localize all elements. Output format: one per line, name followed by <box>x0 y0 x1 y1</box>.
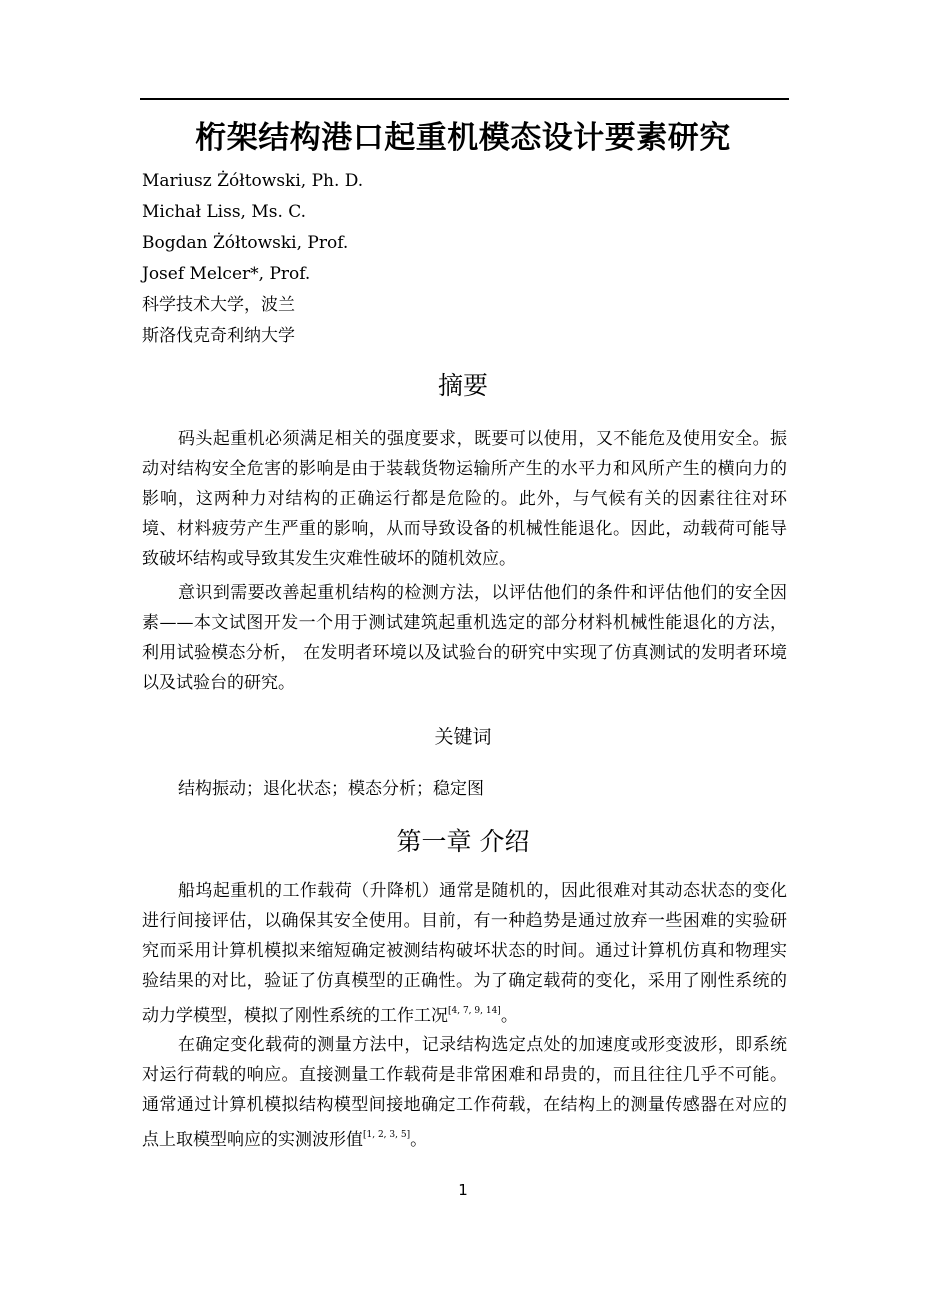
page-number: 1 <box>458 1181 468 1199</box>
keywords-text: 结构振动；退化状态；模态分析；稳定图 <box>178 779 484 799</box>
author-name: Michał Liss, Ms. C. <box>142 202 307 222</box>
chapter-heading: 第一章 介绍 <box>396 827 530 856</box>
affiliation: 斯洛伐克奇利纳大学 <box>142 326 295 346</box>
paragraph-end: 。 <box>410 1130 428 1150</box>
abstract-paragraph-1: 码头起重机必须满足相关的强度要求，既要可以使用，又不能危及使用安全。振动对结构安全危害的影响是由于装载货物运输所产生的水平力和风所产生的横向力的影响，这两种力对结构的正确运行都是危险的。此外，与气候有关的因素往往对环境、材料疲劳产生严重的影响，从而导致设备的机械性能退化。因此，动载荷可能导致破坏结构或导致其发生灾难性破坏的随机效应。 <box>142 429 787 569</box>
affiliation: 科学技术大学，波兰 <box>142 295 295 315</box>
author-name: Bogdan Żółtowski, Prof. <box>142 233 349 253</box>
intro-paragraph-1 <box>142 876 787 1031</box>
author-block <box>142 166 363 352</box>
intro-paragraph-2-text: 在确定变化载荷的测量方法中，记录结构选定点处的加速度或形变波形，即系统对运行荷载的响应。直接测量工作载荷是非常困难和昂贵的，而且往往几乎不可能。通常通过计算机模拟结构模型间接地确定工作荷载，在结构上的测量传感器在对应的点上取模型响应的实测波形值 <box>142 1035 787 1150</box>
citation: [4, 7, 9, 14] <box>448 1006 501 1016</box>
author-name: Josef Melcer*, Prof. <box>142 264 311 284</box>
citation: [1, 2, 3, 5] <box>363 1130 411 1140</box>
keywords-heading: 关键词 <box>434 726 492 748</box>
intro-paragraph-2 <box>142 1030 787 1155</box>
author-name: Mariusz Żółtowski, Ph. D. <box>142 171 364 191</box>
abstract-paragraph-2: 意识到需要改善起重机结构的检测方法，以评估他们的条件和评估他们的安全因素——本文试图开发一个用于测试建筑起重机选定的部分材料机械性能退化的方法，利用试验模态分析， 在发明者环境以及试验台的研究中实现了仿真测试的发明者环境以及试验台的研究。 <box>142 583 787 693</box>
paper-title: 桁架结构港口起重机模态设计要素研究 <box>195 120 731 156</box>
intro-paragraph-1-text: 船坞起重机的工作载荷（升降机）通常是随机的，因此很难对其动态状态的变化进行间接评估，以确保其安全使用。目前，有一种趋势是通过放弃一些困难的实验研究而采用计算机模拟来缩短确定被测结构破坏状态的时间。通过计算机仿真和物理实验结果的对比，验证了仿真模型的正确性。为了确定载荷的变化，采用了刚性系统的动力学模型，模拟了刚性系统的工作工况 <box>142 881 787 1026</box>
abstract-heading: 摘要 <box>437 371 488 400</box>
paragraph-end: 。 <box>500 1006 518 1026</box>
header-rule <box>140 98 789 100</box>
